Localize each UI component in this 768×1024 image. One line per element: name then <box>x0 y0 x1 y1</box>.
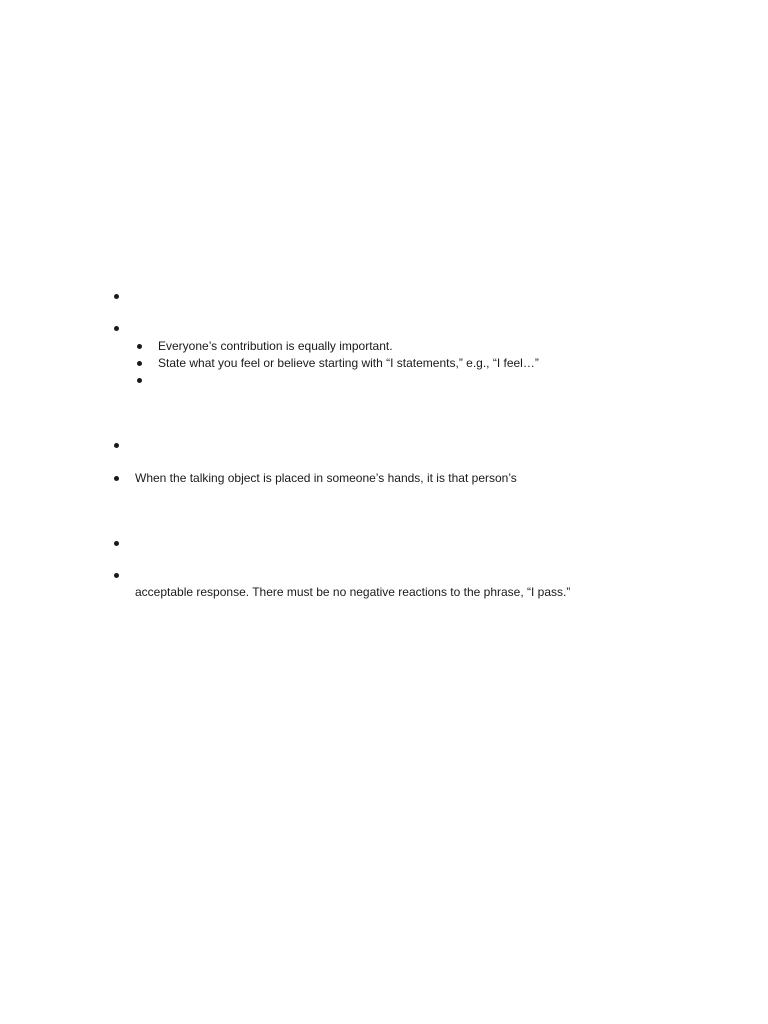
bullet-marker <box>137 361 142 366</box>
list-item: Everyone’s contribution is equally important. <box>158 339 393 353</box>
bullet-marker <box>137 344 142 349</box>
bullet-marker <box>114 294 119 299</box>
list-item-continuation: acceptable response. There must be no negative reactions to the phrase, “I pass.” <box>135 585 571 599</box>
list-item: State what you feel or believe starting with “I statements,” e.g., “I feel…” <box>158 356 539 370</box>
list-item: When the talking object is placed in someone’s hands, it is that person’s <box>135 471 517 485</box>
bullet-marker <box>137 378 142 383</box>
bullet-marker <box>114 326 119 331</box>
bullet-marker <box>114 443 119 448</box>
bullet-marker <box>114 476 119 481</box>
bullet-marker <box>114 573 119 578</box>
bullet-marker <box>114 541 119 546</box>
